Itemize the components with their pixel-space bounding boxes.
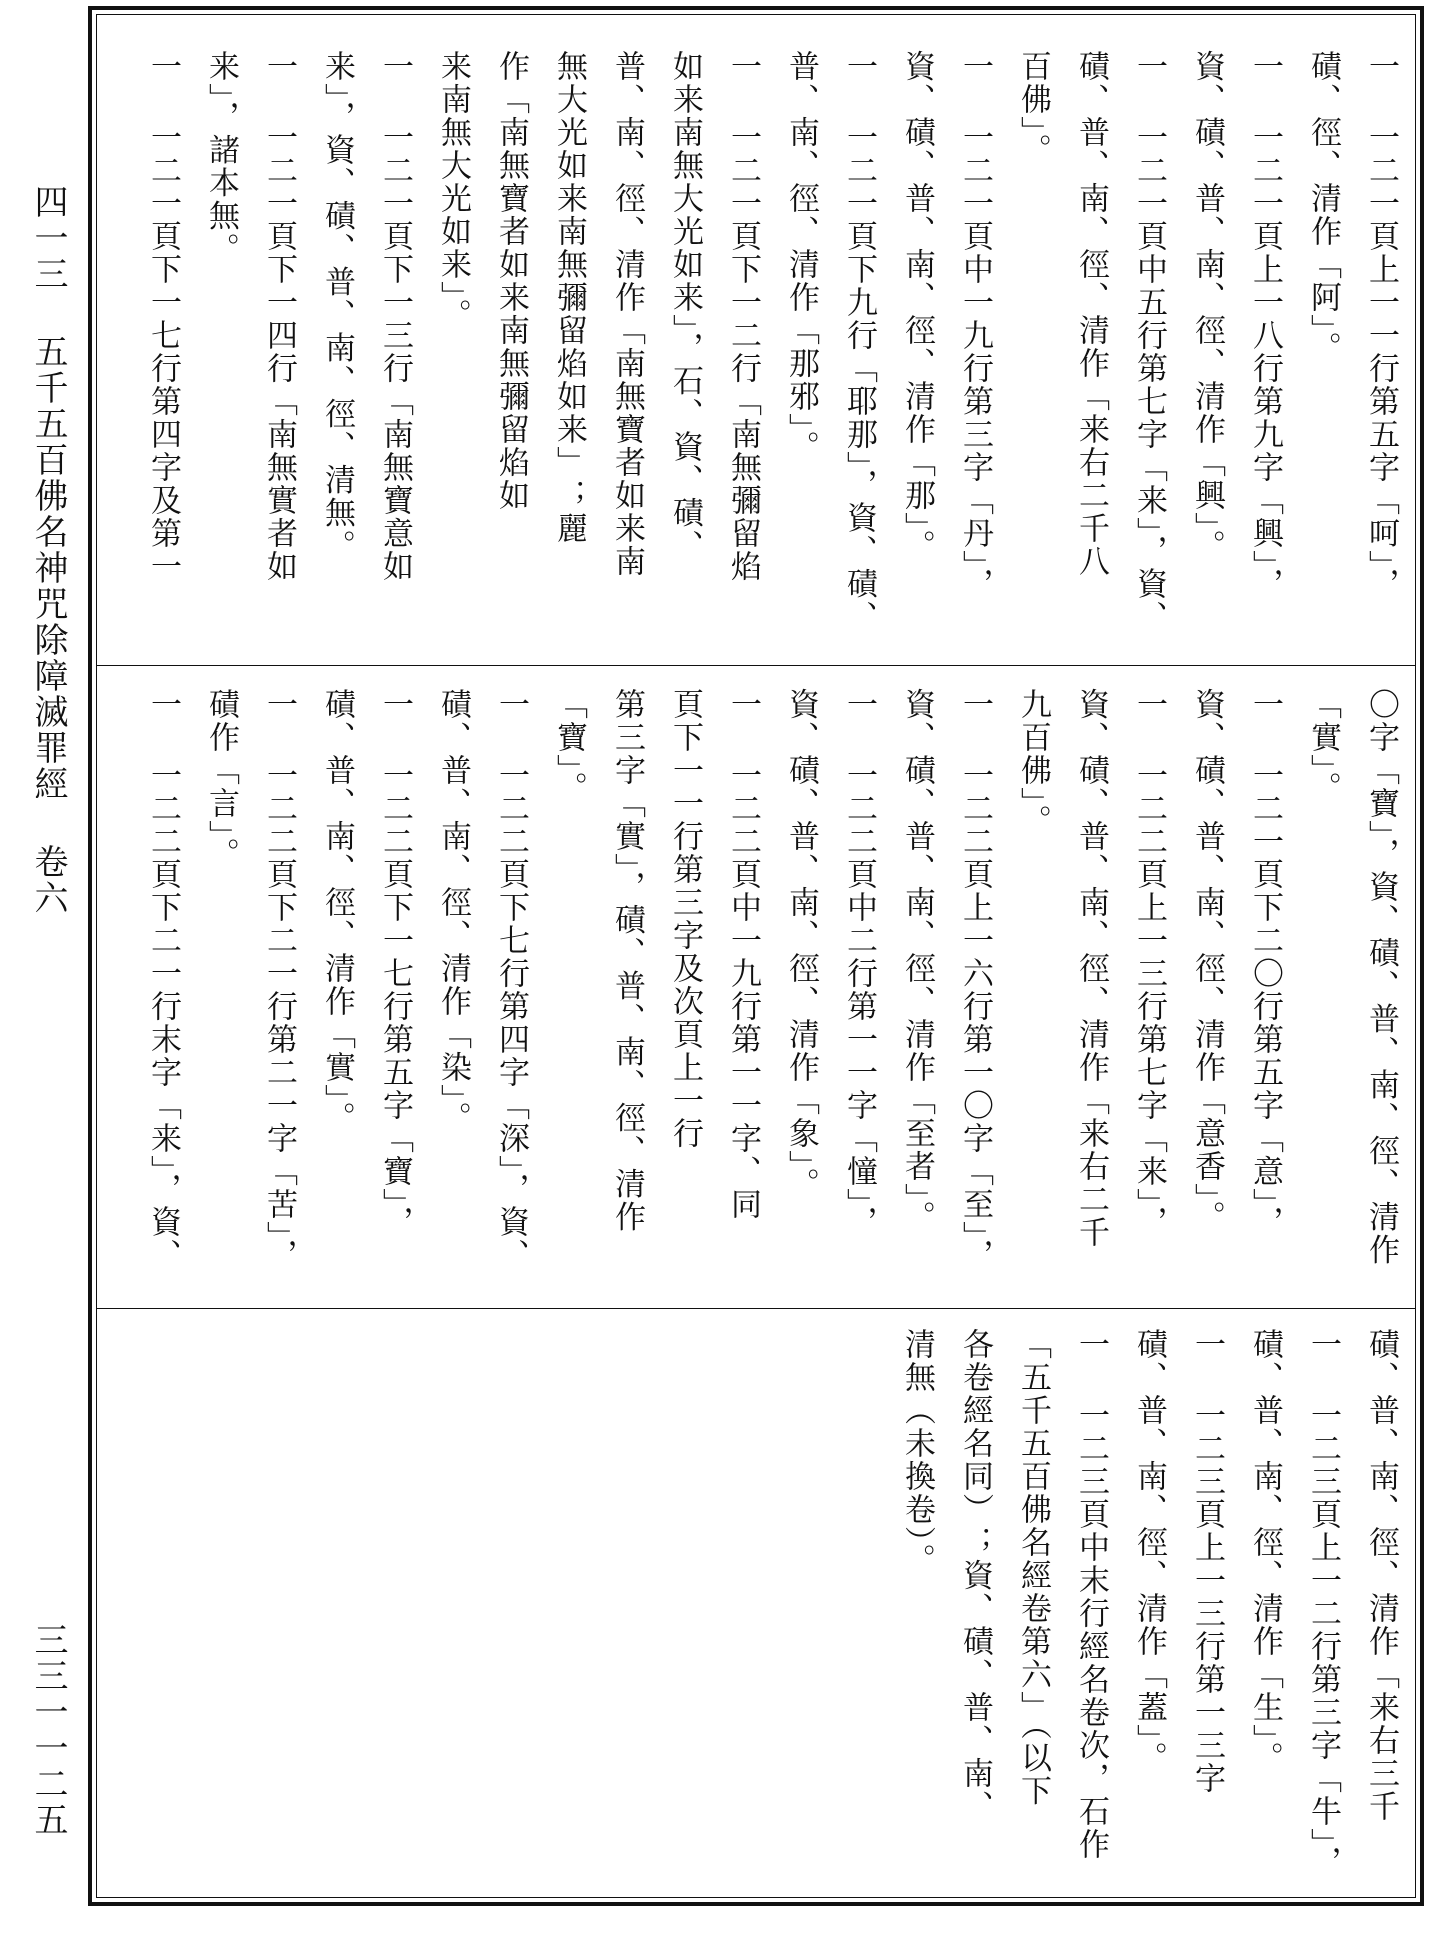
text-column: 一 一二二頁上一六行第一〇字「至」，	[957, 688, 993, 1272]
text-column: 普、南、徑、清作「那邪」。	[783, 50, 819, 464]
text-column: 資、磧、普、南、徑、清作「象」。	[783, 688, 819, 1201]
text-column: 九百佛」。	[1015, 688, 1051, 838]
text-column: 〇字「寶」，資、磧、普、南、徑、清作	[1363, 688, 1399, 1267]
text-column: 磧、普、南、徑、清作「来右二千八	[1073, 50, 1109, 578]
text-column: 一 一二一頁下一四行「南無實者如	[261, 50, 297, 583]
text-column: 一 一二二頁下二一行末字「来」，資、	[145, 688, 181, 1272]
text-column: 百佛」。	[1015, 50, 1051, 167]
text-column: 一 一二二頁下一七行第五字「寶」，	[377, 688, 413, 1239]
text-band-middle	[120, 688, 1410, 1288]
text-column: 一 一二一頁下一三行「南無寶意如	[377, 50, 413, 583]
text-column: 一 一二三頁中末行經名卷次，石作	[1073, 1328, 1109, 1861]
text-column: 磧、普、南、徑、清作「實」。	[319, 688, 355, 1135]
text-column: 一 一二一頁下一二行「南無彌留焰	[725, 50, 761, 583]
text-column: 一 一二三頁上一二行第三字「牛」，	[1305, 1328, 1341, 1879]
text-column: 一 一二二頁中一九行第一一字、同	[725, 688, 761, 1221]
text-column: 一 一二一頁下九行「耶那」，資、磧、	[841, 50, 877, 634]
text-column: 清無（未換卷）。	[899, 1328, 935, 1577]
text-column: 一 一二一頁上一一行第五字「呵」，	[1363, 50, 1399, 601]
text-column: 来」，諸本無。	[203, 50, 239, 266]
text-column: 磧、普、南、徑、清作「蓋」。	[1131, 1328, 1167, 1775]
text-column: 一 一二二頁下七行第四字「深」，資、	[493, 688, 529, 1272]
text-column: 「五千五百佛名經卷第六」（以下	[1015, 1328, 1051, 1808]
text-column: 無大光如来南無彌留焰如来」；麗	[551, 50, 587, 545]
text-column: 一 一二二頁上一三行第七字「来」，	[1131, 688, 1167, 1239]
text-column: 一 一二三頁上一三行第一三字	[1189, 1328, 1225, 1795]
text-column: 一 一二一頁下二〇行第五字「意」，	[1247, 688, 1283, 1239]
text-column: 一 一二一頁上一八行第九字「興」，	[1247, 50, 1283, 601]
margin-page-number: 三三一一二五	[28, 1622, 68, 1838]
text-column: 磧、普、南、徑、清作「生」。	[1247, 1328, 1283, 1775]
text-column: 作「南無寶者如来南無彌留焰如	[493, 50, 529, 512]
text-column: 一 一二一頁下一七行第四字及第一	[145, 50, 181, 583]
text-band-bottom	[120, 1328, 1410, 1888]
text-column: 第三字「實」，磧、普、南、徑、清作	[609, 688, 645, 1234]
text-column: 資、磧、普、南、徑、清作「来右二千	[1073, 688, 1109, 1249]
text-column: 来南無大光如来」。	[435, 50, 471, 332]
text-column: 「寶」。	[551, 688, 587, 805]
text-column: 資、磧、普、南、徑、清作「意香」。	[1189, 688, 1225, 1234]
text-column: 来」，資、磧、普、南、徑、清無。	[319, 50, 355, 563]
text-column: 一 一二二頁下二一行第二一字「苦」，	[261, 688, 297, 1272]
text-column: 磧、普、南、徑、清作「染」。	[435, 688, 471, 1135]
text-column: 一 一二一頁中一九行第三字「丹」，	[957, 50, 993, 601]
text-column: 一 一二一頁中五行第七字「来」，資、	[1131, 50, 1167, 634]
text-column: 資、磧、普、南、徑、清作「興」。	[1189, 50, 1225, 563]
text-column: 如来南無大光如来」，石、資、磧、	[667, 50, 703, 563]
text-column: 各卷經名同）；資、磧、普、南、	[957, 1328, 993, 1823]
band-divider-2	[96, 1308, 1416, 1309]
text-band-top	[120, 50, 1410, 650]
text-column: 磧、徑、清作「阿」。	[1305, 50, 1341, 365]
band-divider-1	[96, 665, 1416, 666]
text-column: 資、磧、普、南、徑、清作「至者」。	[899, 688, 935, 1234]
text-column: 磧作「言」。	[203, 688, 239, 871]
text-column: 一 一二二頁中二行第一一字「憧」，	[841, 688, 877, 1239]
text-column: 資、磧、普、南、徑、清作「那」。	[899, 50, 935, 563]
text-column: 普、南、徑、清作「南無寶者如来南	[609, 50, 645, 578]
margin-title: 四一三 五千五百佛名神咒除障滅罪經 卷六	[28, 184, 68, 916]
text-column: 磧、普、南、徑、清作「来右三千	[1363, 1328, 1399, 1823]
text-column: 「實」。	[1305, 688, 1341, 805]
text-column: 頁下一一行第三字及次頁上一行	[667, 688, 703, 1150]
